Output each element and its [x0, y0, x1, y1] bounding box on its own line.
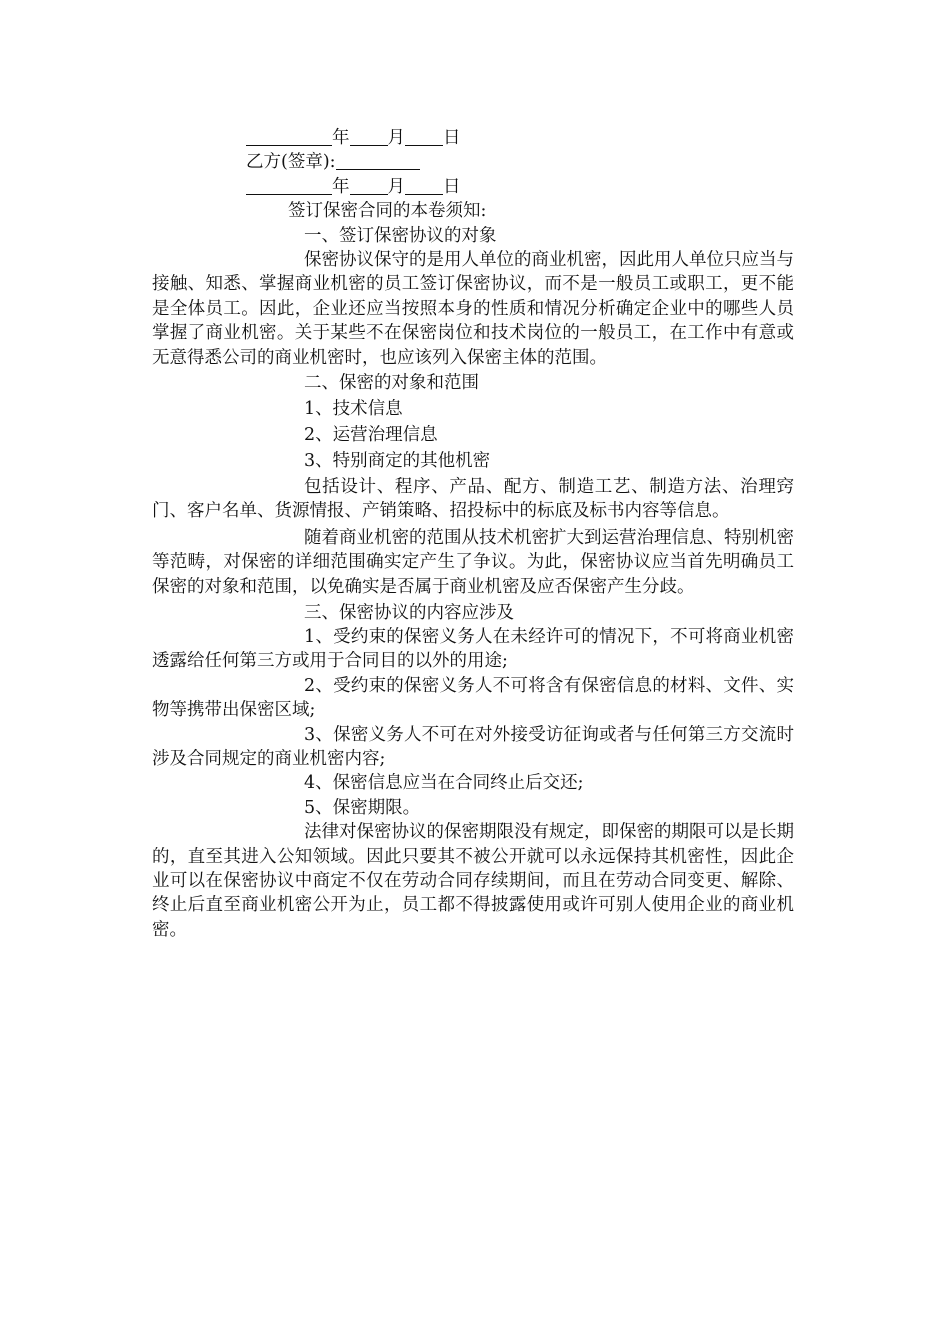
day-label: 日 [443, 128, 461, 148]
section-heading: 二、保密的对象和范围 [304, 373, 479, 394]
section-paragraph: 1、受约束的保密义务人在未经许可的情况下，不可将商业机密透露给任何第三方或用于合同目的以外的用途; [152, 626, 794, 672]
section-paragraph: 5、保密期限。 [304, 797, 421, 818]
year-blank [246, 128, 332, 146]
month-blank [350, 128, 388, 146]
year-blank [246, 177, 332, 195]
month-blank [350, 177, 388, 195]
party-b-signature-blank [336, 152, 420, 170]
party-b-signature-line [152, 150, 794, 174]
section-paragraph: 4、保密信息应当在合同终止后交还; [304, 773, 584, 794]
notes-title: 签订保密合同的本卷须知: [288, 201, 487, 222]
date-line-party-b [152, 175, 794, 199]
list-item: 1、技术信息 [304, 399, 403, 420]
list-item: 2、运营治理信息 [304, 425, 438, 446]
day-blank [405, 128, 443, 146]
section-heading: 一、签订保密协议的对象 [304, 225, 497, 246]
section-paragraph: 包括设计、程序、产品、配方、制造工艺、制造方法、治理窍门、客户名单、货源情报、产销策略、招投标中的标底及标书内容等信息。 [152, 477, 794, 522]
document-page [152, 126, 794, 942]
section-paragraph: 法律对保密协议的保密期限没有规定，即保密的期限可以是长期的，直至其进入公知领域。因此只要其不被公开就可以永远保持其机密性，因此企业可以在保密协议中商定不仅在劳动合同存续期间，而且在劳动合同变更、解除、终止后直至商业机密公开为止，员工都不得披露使用或许可别人使用企业的商业机密。 [152, 822, 794, 940]
date-line-party-a [152, 126, 794, 150]
month-label: 月 [387, 128, 405, 148]
section-paragraph: 保密协议保守的是用人单位的商业机密，因此用人单位只应当与接触、知悉、掌握商业机密的员工签订保密协议，而不是一般员工或职工，更不能是全体员工。因此，企业还应当按照本身的性质和情况分析确定企业中的哪些人员掌握了商业机密。关于某些不在保密岗位和技术岗位的一般员工，在工作中有意或无意得悉公司的商业机密时，也应该列入保密主体的范围。 [152, 249, 794, 368]
section-paragraph: 随着商业机密的范围从技术机密扩大到运营治理信息、特别机密等范畴，对保密的详细范围确实定产生了争议。为此，保密协议应当首先明确员工保密的对象和范围，以免确实是否属于商业机密及应否保密产生分歧。 [152, 527, 794, 597]
day-label: 日 [443, 176, 461, 197]
section-heading: 三、保密协议的内容应涉及 [304, 602, 514, 623]
party-b-label: 乙方(签章): [246, 152, 336, 173]
month-label: 月 [387, 176, 405, 197]
day-blank [405, 177, 443, 195]
year-label: 年 [332, 176, 350, 197]
year-label: 年 [332, 128, 350, 148]
section-paragraph: 2、受约束的保密义务人不可将含有保密信息的材料、文件、实物等携带出保密区域; [152, 675, 794, 721]
list-item: 3、特别商定的其他机密 [304, 451, 491, 472]
section-paragraph: 3、保密义务人不可在对外接受访征询或者与任何第三方交流时涉及合同规定的商业机密内容; [152, 724, 794, 769]
